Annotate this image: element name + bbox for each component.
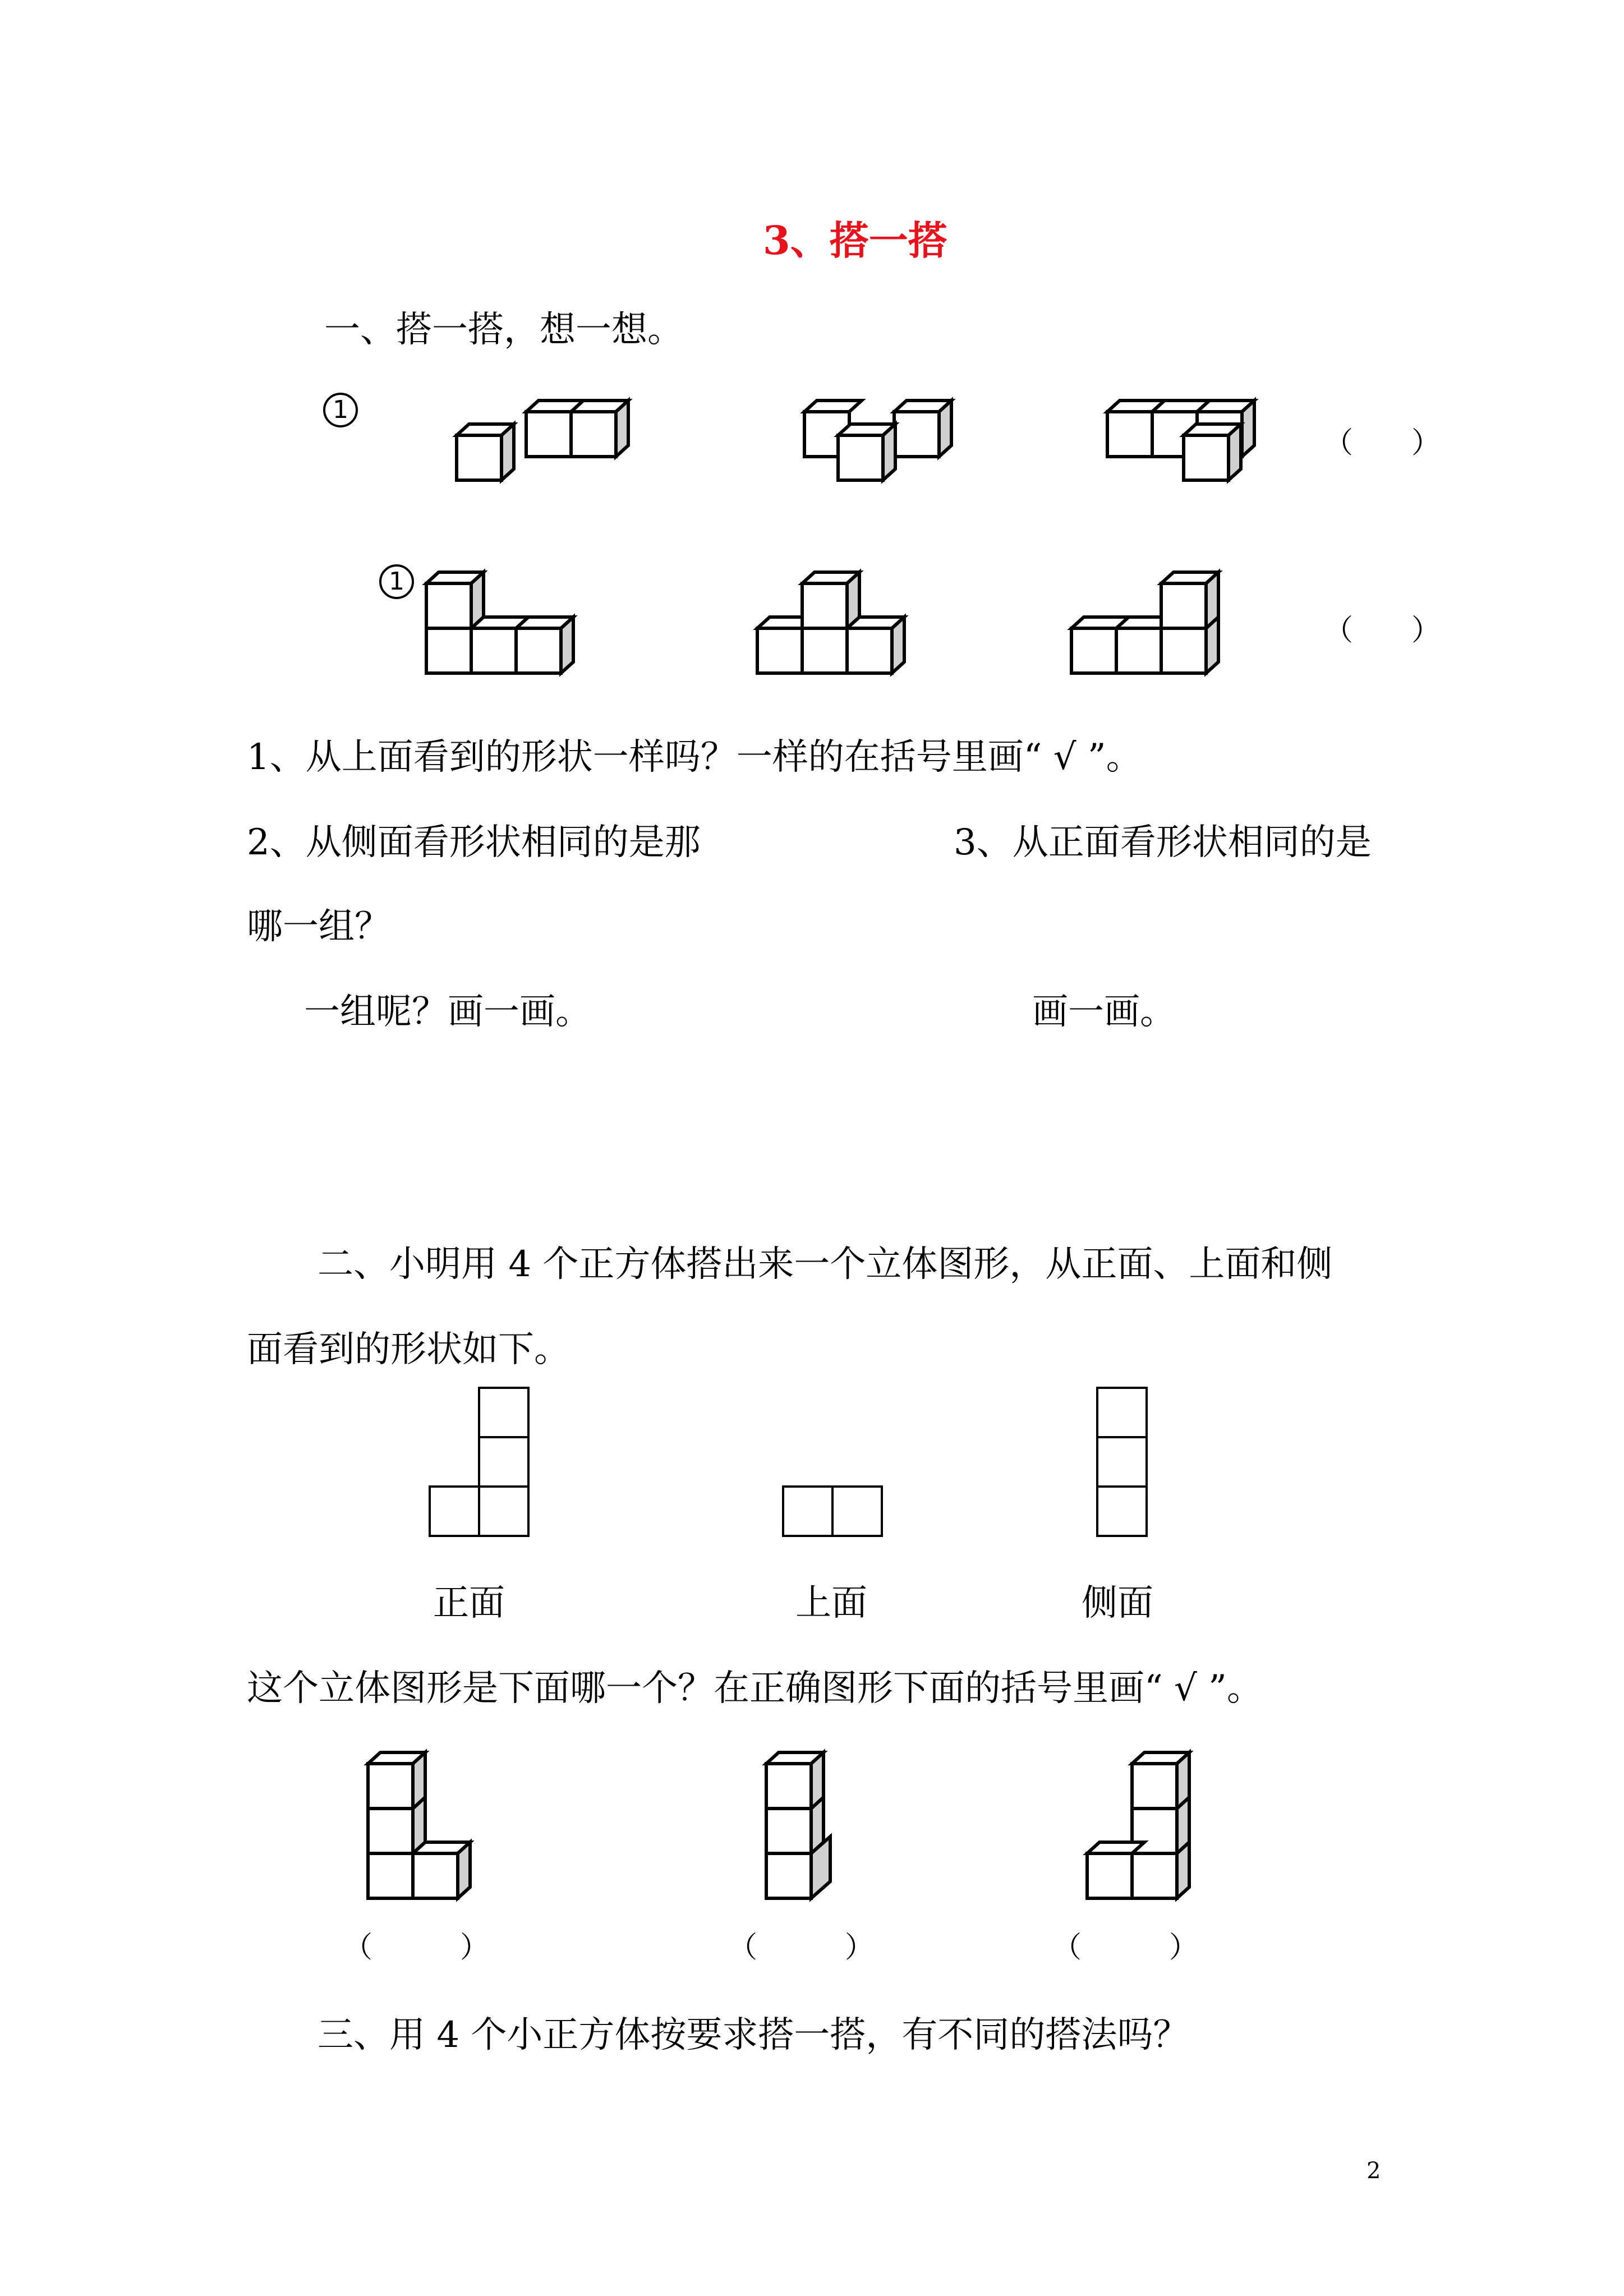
square	[1097, 1487, 1147, 1536]
question-2-line1: 2、从侧面看形状相同的是那	[247, 822, 701, 863]
choice-a-answer-paren[interactable]: （ ）	[343, 1931, 490, 1964]
choice-figure-a	[359, 1750, 488, 1907]
square	[1097, 1388, 1147, 1437]
cube	[426, 628, 471, 673]
side-view	[1094, 1386, 1150, 1537]
row2-figure-b	[746, 567, 931, 696]
square	[783, 1487, 832, 1536]
page-title: 3、搭一搭	[763, 217, 947, 264]
square	[832, 1487, 882, 1536]
top-view-label: 上面	[795, 1582, 867, 1624]
row2-figure-a	[415, 567, 600, 696]
cube	[426, 572, 484, 628]
row1-figure-a	[449, 404, 634, 494]
front-view-label: 正面	[433, 1582, 505, 1624]
cube	[457, 424, 514, 480]
section2-line1: 二、小明用 4 个正方体搭出来一个立体图形，从正面、上面和侧	[318, 1244, 1333, 1285]
top-view	[780, 1484, 886, 1540]
cube	[1161, 572, 1218, 628]
cube	[516, 617, 573, 673]
cube	[1132, 1752, 1189, 1809]
cube	[847, 617, 904, 673]
cube	[802, 572, 859, 628]
side-view-label: 侧面	[1082, 1582, 1153, 1624]
question-2-line3: 一组呢？画一画。	[304, 991, 591, 1033]
row2-answer-paren[interactable]: （ ）	[1324, 614, 1441, 647]
cube	[1184, 424, 1241, 480]
cube	[802, 628, 847, 673]
cube	[894, 401, 951, 457]
cube	[368, 1752, 425, 1809]
question-1: 1、从上面看到的形状一样吗？一样的在括号里画“ √ ”。	[247, 737, 1142, 778]
section2-line2: 面看到的形状如下。	[247, 1329, 570, 1370]
page-number: 2	[1367, 2158, 1381, 2184]
row2-circled-marker: 1	[379, 564, 414, 599]
section3-line1: 三、用 4 个小正方体按要求搭一搭，有不同的搭法吗？	[318, 2014, 1189, 2056]
choice-figure-b	[757, 1745, 869, 1907]
section1-heading: 一、搭一搭，想一想。	[324, 309, 683, 351]
square	[479, 1437, 528, 1487]
cube	[571, 401, 628, 457]
question-3-line1: 3、从正面看形状相同的是	[954, 822, 1372, 863]
row1-figure-c	[1099, 404, 1285, 494]
section2-question: 这个立体图形是下面哪一个？在正确图形下面的括号里画“ √ ”。	[247, 1668, 1263, 1709]
square	[479, 1388, 528, 1437]
row1-answer-paren[interactable]: （ ）	[1324, 426, 1441, 460]
row1-circled-marker: 1	[323, 393, 358, 427]
square	[1097, 1437, 1147, 1487]
square	[430, 1487, 479, 1536]
row2-figure-c	[1060, 567, 1245, 696]
choice-c-answer-paren[interactable]: （ ）	[1052, 1931, 1199, 1964]
cube	[838, 424, 895, 480]
front-view	[426, 1386, 533, 1537]
cube	[766, 1752, 823, 1809]
choice-figure-c	[1076, 1739, 1205, 1907]
cube	[368, 1853, 413, 1898]
row1-figure-b	[797, 404, 982, 494]
question-3-line2: 画一画。	[1032, 991, 1176, 1033]
square	[479, 1487, 528, 1536]
cube	[413, 1842, 470, 1898]
question-2-line2: 哪一组？	[247, 906, 390, 947]
choice-b-answer-paren[interactable]: （ ）	[728, 1931, 875, 1964]
